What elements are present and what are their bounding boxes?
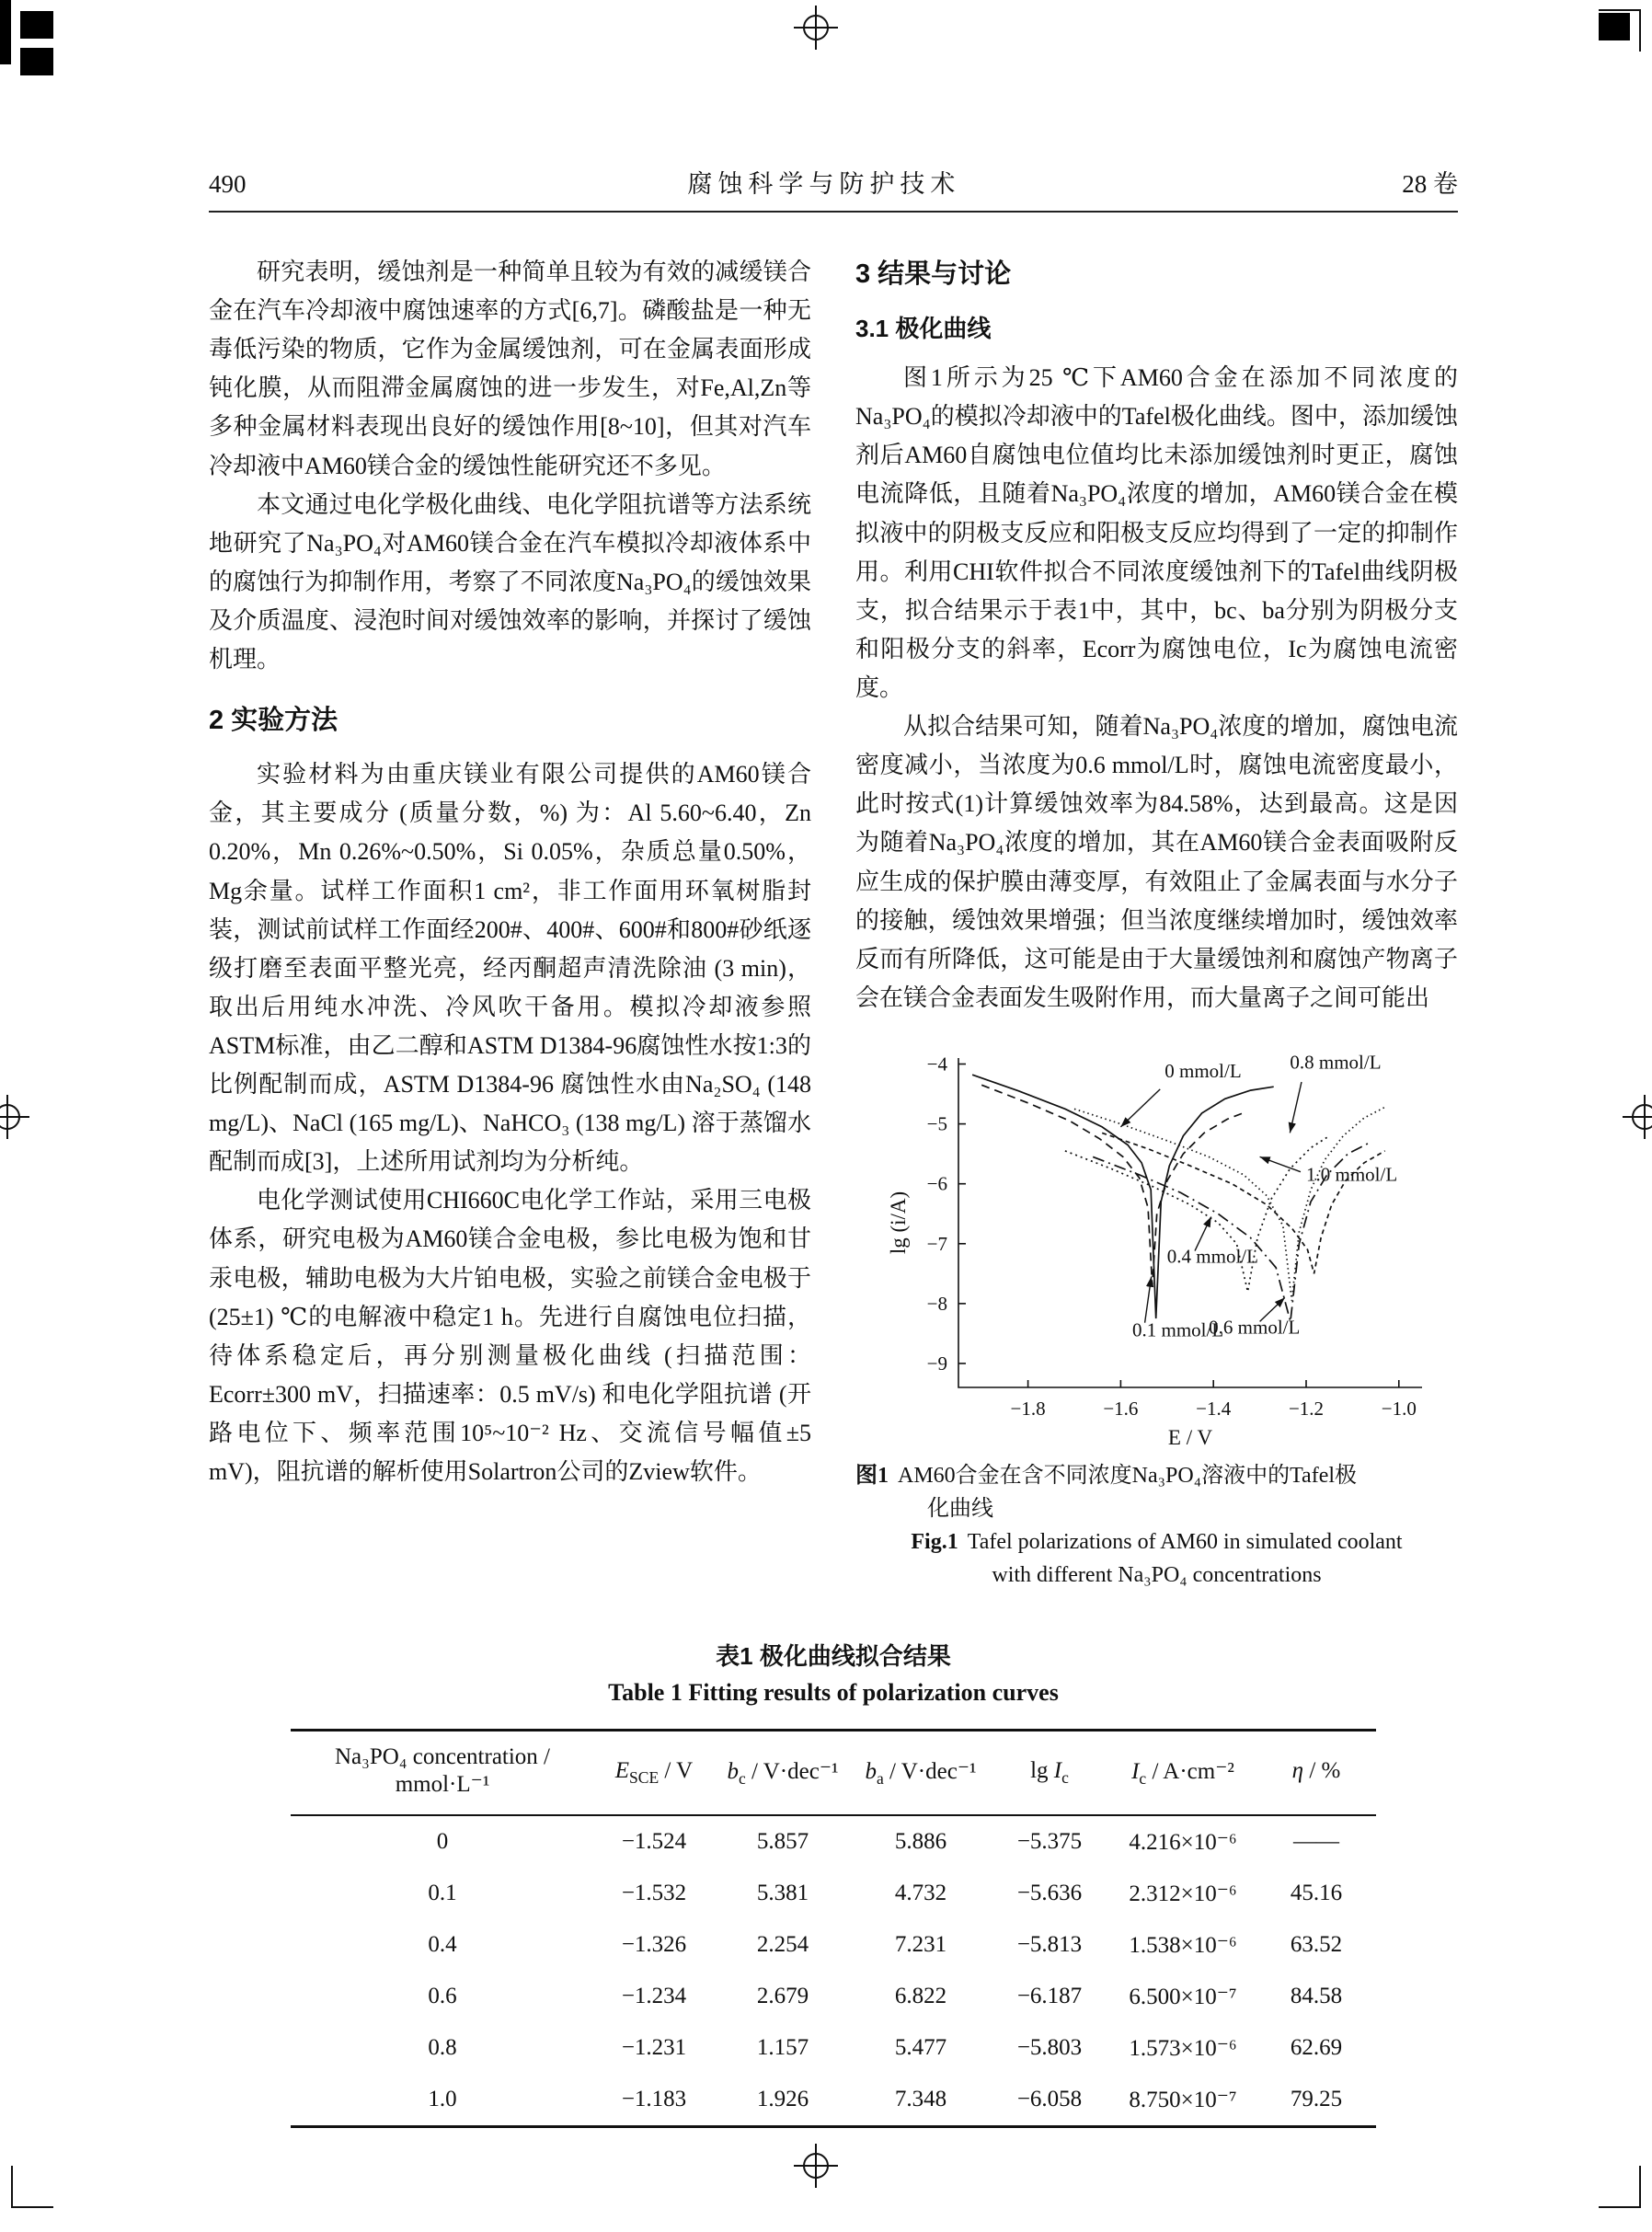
column-header: η / %: [1256, 1730, 1376, 1815]
annotation-label: 0.1 mmol/L: [1131, 1318, 1223, 1341]
tafel-curve-0.4-mmol-L: [1064, 1136, 1328, 1292]
x-axis-label: E / V: [1167, 1425, 1212, 1448]
annotation-label: 1.0 mmol/L: [1305, 1163, 1397, 1186]
table-cell: 4.732: [894, 1880, 947, 1905]
paragraph: 研究表明，缓蚀剂是一种简单且较为有效的减缓镁合金在汽车冷却液中腐蚀速率的方式[6,7]。磷酸盐是一种无毒低污染的物质，它作为金属缓蚀剂，可在金属表面形成钝化膜，从而阻滞金属腐蚀的进一步发生，对Fe,Al,Zn等多种金属材料表现出良好的缓蚀作用[8~10]，但其对汽车冷却液中AM60镁合金的缓蚀性能研究还不多见。: [209, 259, 811, 479]
annotation-arrow: [1259, 1156, 1300, 1171]
table-cell: 1.157: [756, 2034, 809, 2060]
table-row: [291, 2074, 1376, 2127]
table-cell: 63.52: [1290, 1931, 1343, 1957]
left-column: [209, 253, 811, 1592]
figure-label-en: Fig.1: [911, 1529, 958, 1554]
table-cell: 5.857: [756, 1828, 809, 1854]
results-table: [291, 1729, 1376, 2128]
y-tick-label: −4: [926, 1053, 947, 1076]
figure-caption: [855, 1459, 1458, 1592]
column-header: $I_c / A\cdot cm^{-2}$: [1109, 1730, 1256, 1815]
crop-mark-bottom-left: [11, 2166, 53, 2208]
tafel-chart: [881, 1043, 1433, 1448]
annotation-label: 0.6 mmol/L: [1208, 1316, 1300, 1339]
print-mark-square: [20, 11, 53, 39]
x-tick-label: −1.2: [1288, 1397, 1324, 1420]
table-cell: −5.803: [1016, 2034, 1083, 2060]
section-heading-3: 3 结果与讨论: [855, 259, 1012, 289]
print-mark-square: [20, 48, 53, 75]
column-header: $\lg I_c$: [990, 1730, 1109, 1815]
y-axis-label: lg (i/A): [886, 1191, 910, 1255]
registration-mark-left: [0, 1095, 29, 1139]
running-head: [209, 164, 1458, 213]
annotation-arrow: [1290, 1082, 1302, 1133]
annotation-label: 0.8 mmol/L: [1289, 1051, 1382, 1074]
annotation-label: 0 mmol/L: [1164, 1059, 1242, 1082]
table-cell: ——: [1293, 1828, 1339, 1854]
table-cell: 6.822: [894, 1983, 947, 2008]
table-row: [291, 1868, 1376, 1919]
table-cell: 4.216×10⁻⁶: [1129, 1829, 1237, 1855]
page-content: [209, 164, 1458, 2128]
table-row: [291, 1815, 1376, 1868]
table-cell: 1.538×10⁻⁶: [1129, 1932, 1237, 1958]
paragraph: 本文通过电化学极化曲线、电化学阻抗谱等方法系统地研究了Na₃PO₄对AM60镁合金在汽车模拟冷却液体系中的腐蚀行为抑制作用，考察了不同浓度Na₃PO₄的缓蚀效果及介质温度、浸泡时间对缓蚀效率的影响，并探讨了缓蚀机理。: [209, 490, 811, 673]
table-cell: −5.375: [1016, 1828, 1083, 1854]
two-column-body: [209, 253, 1458, 1592]
table-cell: −1.326: [621, 1931, 687, 1957]
table-cell: 7.231: [894, 1931, 947, 1957]
table-caption-en: Table 1 Fitting results of polarization curves: [608, 1678, 1059, 1706]
table-cell: 1.573×10⁻⁶: [1129, 2035, 1237, 2061]
right-column: [855, 253, 1458, 1592]
table-cell: 7.348: [894, 2086, 947, 2111]
table-cell: −1.231: [621, 2034, 687, 2060]
table-cell: 0.8: [428, 2034, 457, 2060]
table-cell: 0: [436, 1828, 449, 1854]
y-tick-label: −6: [926, 1172, 947, 1195]
table-1-block: [209, 1638, 1458, 2128]
x-tick-label: −1.8: [1010, 1397, 1046, 1420]
volume-label: 28 卷: [1402, 170, 1458, 198]
table-cell: −1.532: [621, 1880, 687, 1905]
registration-mark-bottom: [794, 2144, 838, 2188]
table-cell: 84.58: [1290, 1983, 1343, 2008]
y-tick-label: −5: [926, 1112, 947, 1135]
figure-caption-en: Fig.1 Tafel polarizations of AM60 in simulated coolant: [911, 1529, 1403, 1554]
x-tick-label: −1.0: [1381, 1397, 1417, 1420]
journal-title: 腐蚀科学与防护技术: [687, 170, 961, 198]
tafel-curve-0-mmol-L: [972, 1075, 1274, 1318]
table-cell: −5.636: [1016, 1880, 1083, 1905]
table-cell: 1.926: [756, 2086, 809, 2111]
table-cell: −1.234: [621, 1983, 687, 2008]
table-cell: 0.1: [428, 1880, 457, 1905]
table-row: [291, 1971, 1376, 2022]
table-cell: 79.25: [1290, 2086, 1343, 2111]
subsection-heading-3-1: 3.1 极化曲线: [855, 314, 992, 342]
table-cell: 5.886: [894, 1828, 947, 1854]
table-cell: 8.750×10⁻⁷: [1129, 2087, 1237, 2112]
table-cell: 62.69: [1290, 2034, 1343, 2060]
paragraph: 电化学测试使用CHI660C电化学工作站，采用三电极体系，研究电极为AM60镁合金电极，参比电极为饱和甘汞电极，辅助电极为大片铂电极，实验之前镁合金电极于 (25±1) ℃的电解液中稳定1 h。先进行自腐蚀电位扫描，待体系稳定后，再分别测量极化曲线 (扫描范围：Ecorr±300 mV，扫描速率：0.5 mV/s) 和电化学阻抗谱 (开路电位下、频率范围10⁵~10⁻² Hz、交流信号幅值±5 mV)，阻抗谱的解析使用Solartron公司的Zview软件。: [209, 1187, 811, 1486]
table-cell: 5.381: [756, 1880, 809, 1905]
paragraph: 图1所示为25 ℃下AM60合金在添加不同浓度的Na₃PO₄的模拟冷却液中的Tafel极化曲线。图中，添加缓蚀剂后AM60自腐蚀电位值均比未添加缓蚀剂时更正，腐蚀电流降低，且随着Na₃PO₄浓度的增加，AM60镁合金在模拟液中的阴极支反应和阳极支反应均得到了一定的抑制作用。利用CHI软件拟合不同浓度缓蚀剂下的Tafel曲线阴极支，拟合结果示于表1中，其中，bc、ba分别为阴极分支和阳极分支的斜率，Ecorr为腐蚀电位，Ic为腐蚀电流密度。: [855, 364, 1458, 701]
y-tick-label: −7: [926, 1232, 947, 1255]
annotation-label: 0.4 mmol/L: [1166, 1245, 1258, 1268]
registration-mark-top: [794, 6, 838, 50]
column-header: $b_a / V\cdot dec^{-1}$: [852, 1730, 990, 1815]
table-cell: 0.6: [428, 1983, 457, 2008]
annotation-arrow: [1144, 1277, 1151, 1323]
column-header: $E_{SCE}$ / V: [594, 1730, 714, 1815]
table-row: [291, 2022, 1376, 2074]
column-header: $b_c / V\cdot dec^{-1}$: [714, 1730, 852, 1815]
section-heading-2: 2 实验方法: [209, 706, 338, 736]
column-header: Na₃PO₄ concentration / mmol·L⁻¹: [291, 1730, 594, 1815]
y-tick-label: −9: [926, 1352, 947, 1375]
figure-label-cn: 图1: [855, 1463, 889, 1488]
table-cell: 6.500×10⁻⁷: [1129, 1984, 1237, 2009]
table-header-row: [291, 1730, 1376, 1815]
table-cell: 2.254: [756, 1931, 809, 1957]
table-cell: −1.183: [621, 2086, 687, 2111]
table-cell: 45.16: [1290, 1880, 1343, 1905]
table-cell: 1.0: [428, 2086, 457, 2111]
y-tick-label: −8: [926, 1292, 947, 1315]
x-tick-label: −1.6: [1102, 1397, 1138, 1420]
table-caption-cn: 表1 极化曲线拟合结果: [716, 1641, 951, 1670]
print-mark-bar: [0, 0, 11, 64]
figure-caption-cn-line2: 化曲线: [927, 1496, 993, 1521]
table-cell: 2.312×10⁻⁶: [1129, 1881, 1237, 1906]
figure-1: [855, 1043, 1458, 1592]
registration-mark-right: [1623, 1095, 1652, 1139]
x-tick-label: −1.4: [1195, 1397, 1231, 1420]
paragraph: 从拟合结果可知，随着Na₃PO₄浓度的增加，腐蚀电流密度减小，当浓度为0.6 mmol/L时，腐蚀电流密度最小，此时按式(1)计算缓蚀效率为84.58%，达到最高。这是因为随着Na₃PO₄浓度的增加，其在AM60镁合金表面吸附反应生成的保护膜由薄变厚，有效阻止了金属表面与水分子的接触，缓蚀效果增强；但当浓度继续增加时，缓蚀效率反而有所降低，这可能是由于大量缓蚀剂和腐蚀产物离子会在镁合金表面发生吸附作用，而大量离子之间可能出: [855, 713, 1458, 1011]
table-cell: −5.813: [1016, 1931, 1083, 1957]
page-number: 490: [209, 170, 247, 198]
table-cell: −1.524: [621, 1828, 687, 1854]
annotation-arrow: [1120, 1089, 1160, 1127]
table-cell: 5.477: [894, 2034, 947, 2060]
tafel-curve-0.8-mmol-L: [1074, 1107, 1385, 1300]
table-cell: 2.679: [756, 1983, 809, 2008]
table-cell: −6.058: [1016, 2086, 1083, 2111]
table-cell: 0.4: [428, 1931, 457, 1957]
figure-caption-en-line2: with different Na₃PO₄ concentrations: [992, 1562, 1322, 1587]
crop-mark-top-right: [1599, 9, 1641, 52]
table-cell: −6.187: [1016, 1983, 1083, 2008]
crop-mark-bottom-right: [1599, 2166, 1641, 2208]
table-row: [291, 1919, 1376, 1971]
figure-caption-cn: 图1 AM60合金在含不同浓度Na₃PO₄溶液中的Tafel极: [855, 1463, 1358, 1488]
paragraph: 实验材料为由重庆镁业有限公司提供的AM60镁合金，其主要成分 (质量分数，%) 为：Al 5.60~6.40，Zn 0.20%，Mn 0.26%~0.50%，Si 0.05%，杂质总量0.50%，Mg余量。试样工作面积1 cm²，非工作面用环氧树脂封装，测试前试样工作面经200#、400#、600#和800#砂纸逐级打磨至表面平整光亮，经丙酮超声清洗除油 (3 min)，取出后用纯水冲洗、冷风吹干备用。模拟冷却液参照ASTM标准，由乙二醇和ASTM D1384-96腐蚀性水按1:3的比例配制而成，ASTM D1384-96 腐蚀性水由Na₂SO₄ (148 mg/L)、NaCl (165 mg/L)、NaHCO₃ (138 mg/L) 溶于蒸馏水配制而成[3]，上述所用试剂均为分析纯。: [209, 761, 811, 1176]
